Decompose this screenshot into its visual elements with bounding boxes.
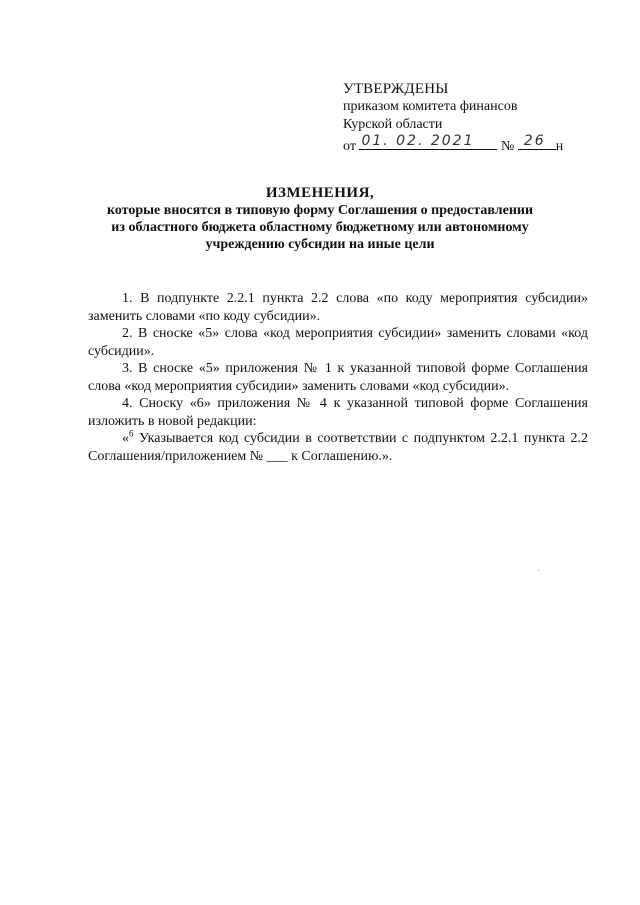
paragraph-4: 4. Сноску «6» приложения № 4 к указанной типовой форме Соглашения изложить в новой редакции: bbox=[88, 396, 588, 429]
paragraph-1: 1. В подпункте 2.2.1 пункта 2.2 слова «по коду мероприятия субсидии» заменить словами «по коду субсидии». bbox=[88, 291, 588, 324]
document-body bbox=[88, 290, 588, 465]
paragraph-3: 3. В сноске «5» приложения № 1 к указанной типовой форме Соглашения слова «код мероприятия субсидии» заменить словами «код субсидии». bbox=[88, 361, 588, 394]
heading-line-1: которые вносятся в типовую форму Соглашения о предоставлении bbox=[106, 203, 534, 218]
quote-open: « bbox=[122, 431, 129, 446]
heading-line-3: учреждению субсидии на иные цели bbox=[205, 237, 435, 252]
handwritten-number: 26 bbox=[523, 133, 546, 149]
scan-speck bbox=[538, 570, 539, 571]
approval-order-line: приказом комитета финансов bbox=[343, 99, 518, 114]
approval-block bbox=[343, 80, 613, 156]
from-label: от bbox=[343, 139, 356, 154]
document-heading bbox=[90, 185, 550, 253]
approval-title: УТВЕРЖДЕНЫ bbox=[343, 81, 449, 97]
number-label: № bbox=[500, 139, 515, 154]
paragraph-5 bbox=[88, 430, 588, 465]
number-suffix: н bbox=[555, 139, 564, 154]
number-blank bbox=[518, 134, 556, 150]
approval-region-line: Курской области bbox=[343, 117, 443, 132]
date-blank bbox=[359, 134, 497, 150]
footnote-mark: 6 bbox=[129, 428, 134, 439]
heading-title: ИЗМЕНЕНИЯ, bbox=[265, 185, 375, 201]
heading-line-2: из областного бюджета областному бюджетному или автономному bbox=[111, 220, 529, 235]
paragraph-5-text: Указывается код субсидии в соответствии с подпунктом 2.2.1 пункта 2.2 Соглашения/приложением № ___ к Соглашению.». bbox=[88, 431, 588, 464]
handwritten-date: 01. 02. 2021 bbox=[361, 133, 475, 149]
paragraph-2: 2. В сноске «5» слова «код мероприятия субсидии» заменить словами «код субсидии». bbox=[88, 326, 588, 359]
approval-date-line bbox=[343, 134, 613, 156]
